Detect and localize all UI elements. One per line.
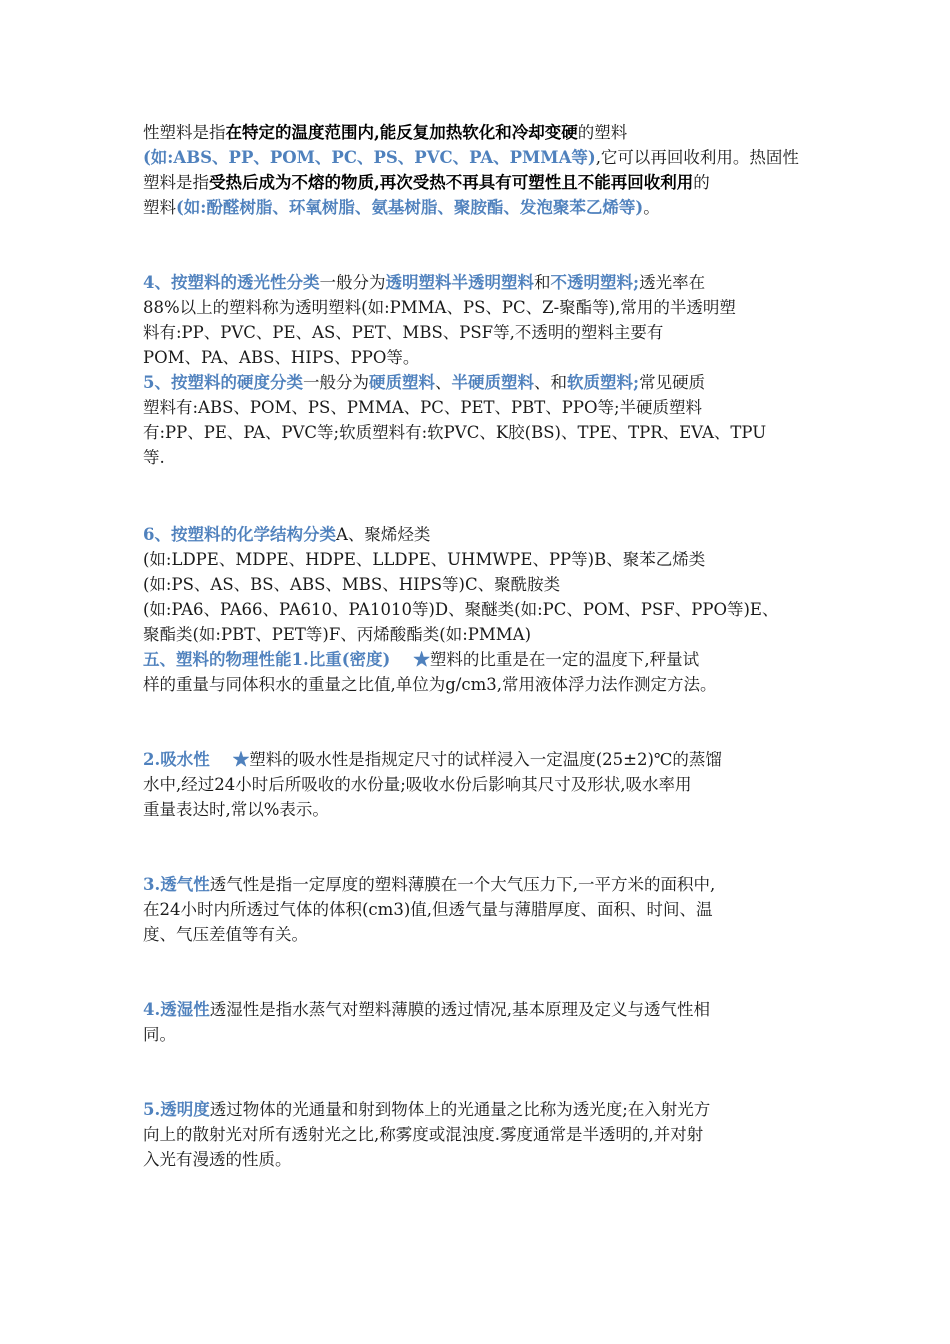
- highlight-text: ★: [390, 650, 430, 669]
- body-text: 塑料: [143, 198, 176, 217]
- body-text: (如:PA6、PA66、PA610、PA1010等)D、聚醚类(如:PC、POM、PSF、PPO等)E、: [143, 600, 779, 619]
- highlight-text: 半硬质塑料: [451, 373, 534, 392]
- body-text: 有:PP、PE、PA、PVC等;软质塑料有:软PVC、K胶(BS)、TPE、TPR、EVA、TPU: [143, 423, 767, 442]
- body-text: 水中,经过24小时后所吸收的水份量;吸收水份后影响其尺寸及形状,吸水率用: [143, 775, 692, 794]
- body-text: 透过物体的光通量和射到物体上的光通量之比称为透光度;在入射光方: [209, 1100, 711, 1119]
- body-text: 的: [693, 173, 710, 192]
- body-text: 塑料的吸水性是指规定尺寸的试样浸入一定温度(25±2)℃的蒸馏: [249, 750, 722, 769]
- body-text: 常见硬质: [639, 373, 706, 392]
- paragraph-spacer: [143, 947, 811, 997]
- paragraph: [143, 522, 811, 647]
- body-text: 透气性是指一定厚度的塑料薄膜在一个大气压力下,一平方米的面积中,: [209, 875, 716, 894]
- body-text: 性塑料是指: [143, 123, 226, 142]
- paragraph: [143, 120, 811, 220]
- bold-text: 在特定的温度范围内,能反复加热软化和冷却变硬: [225, 123, 578, 142]
- highlight-text: 5.透明度: [143, 1100, 210, 1119]
- highlight-text: 5、按塑料的硬度分类: [143, 373, 303, 392]
- body-text: 的塑料: [577, 123, 628, 142]
- body-text: ,它可以再回收利用。热固性: [595, 148, 799, 167]
- bold-text: 受热后成为不熔的物质,再次受热不再具有可塑性且不能再回收利用: [209, 173, 694, 192]
- paragraph: [143, 370, 811, 470]
- paragraph-spacer: [143, 822, 811, 872]
- highlight-text: 透明塑料半透明塑料: [385, 273, 534, 292]
- paragraph-spacer: [143, 697, 811, 747]
- body-text: 一般分为: [319, 273, 386, 292]
- body-text: 塑料有:ABS、POM、PS、PMMA、PC、PET、PBT、PPO等;半硬质塑料: [143, 398, 703, 417]
- body-text: 88%以上的塑料称为透明塑料(如:PMMA、PS、PC、Z-聚酯等),常用的半透明塑: [143, 298, 736, 317]
- body-text: 、和: [533, 373, 567, 392]
- body-text: (如:LDPE、MDPE、HDPE、LLDPE、UHMWPE、PP等)B、聚苯乙烯类: [143, 550, 706, 569]
- highlight-text: 五、塑料的物理性能1.比重(密度): [143, 650, 391, 669]
- highlight-text: 3.透气性: [143, 875, 210, 894]
- body-text: 度、气压差值等有关。: [143, 925, 308, 944]
- highlight-text: 硬质塑料: [368, 373, 435, 392]
- body-text: 在24小时内所透过气体的体积(cm3)值,但透气量与薄腊厚度、面积、时间、温: [143, 900, 713, 919]
- highlight-text: 4、按塑料的透光性分类: [143, 273, 320, 292]
- paragraph: [143, 647, 811, 697]
- body-text: 入光有漫透的性质。: [143, 1150, 292, 1169]
- body-text: 。: [643, 198, 660, 217]
- paragraph: [143, 872, 811, 947]
- highlight-text: 4.透湿性: [143, 1000, 210, 1019]
- body-text: 同。: [143, 1025, 176, 1044]
- body-text: (如:PS、AS、BS、ABS、MBS、HIPS等)C、聚酰胺类: [143, 575, 561, 594]
- highlight-text: 软质塑料;: [566, 373, 640, 392]
- paragraph: [143, 270, 811, 370]
- body-text: 一般分为: [302, 373, 369, 392]
- highlight-text: ★: [209, 750, 250, 769]
- body-text: 塑料的比重是在一定的温度下,秤量试: [429, 650, 700, 669]
- document-body: [143, 120, 811, 1172]
- body-text: 透光率在: [639, 273, 706, 292]
- paragraph: [143, 747, 811, 822]
- body-text: 向上的散射光对所有透射光之比,称雾度或混浊度.雾度通常是半透明的,并对射: [143, 1125, 704, 1144]
- body-text: 透湿性是指水蒸气对塑料薄膜的透过情况,基本原理及定义与透气性相: [209, 1000, 710, 1019]
- highlight-text: 6、按塑料的化学结构分类: [143, 525, 336, 544]
- paragraph: [143, 997, 811, 1047]
- highlight-text: (如:ABS、PP、POM、PC、PS、PVC、PA、PMMA等): [143, 148, 596, 167]
- body-text: 和: [533, 273, 551, 292]
- paragraph-spacer: [143, 220, 811, 270]
- body-text: 等.: [143, 448, 165, 467]
- highlight-text: 2.吸水性: [143, 750, 210, 769]
- body-text: 重量表达时,常以%表示。: [143, 800, 329, 819]
- body-text: 料有:PP、PVC、PE、AS、PET、MBS、PSF等,不透明的塑料主要有: [143, 323, 664, 342]
- highlight-text: (如:酚醛树脂、环氧树脂、氨基树脂、聚胺酯、发泡聚苯乙烯等): [176, 198, 644, 217]
- paragraph-spacer: [143, 1047, 811, 1097]
- body-text: A、聚烯烃类: [335, 525, 431, 544]
- body-text: 聚酯类(如:PBT、PET等)F、丙烯酸酯类(如:PMMA): [143, 625, 532, 644]
- paragraph: [143, 1097, 811, 1172]
- highlight-text: 不透明塑料;: [550, 273, 640, 292]
- body-text: 塑料是指: [143, 173, 209, 192]
- paragraph-spacer: [143, 470, 811, 522]
- body-text: POM、PA、ABS、HIPS、PPO等。: [143, 348, 420, 367]
- body-text: 、: [434, 373, 452, 392]
- body-text: 样的重量与同体积水的重量之比值,单位为g/cm3,常用液体浮力法作测定方法。: [143, 675, 717, 694]
